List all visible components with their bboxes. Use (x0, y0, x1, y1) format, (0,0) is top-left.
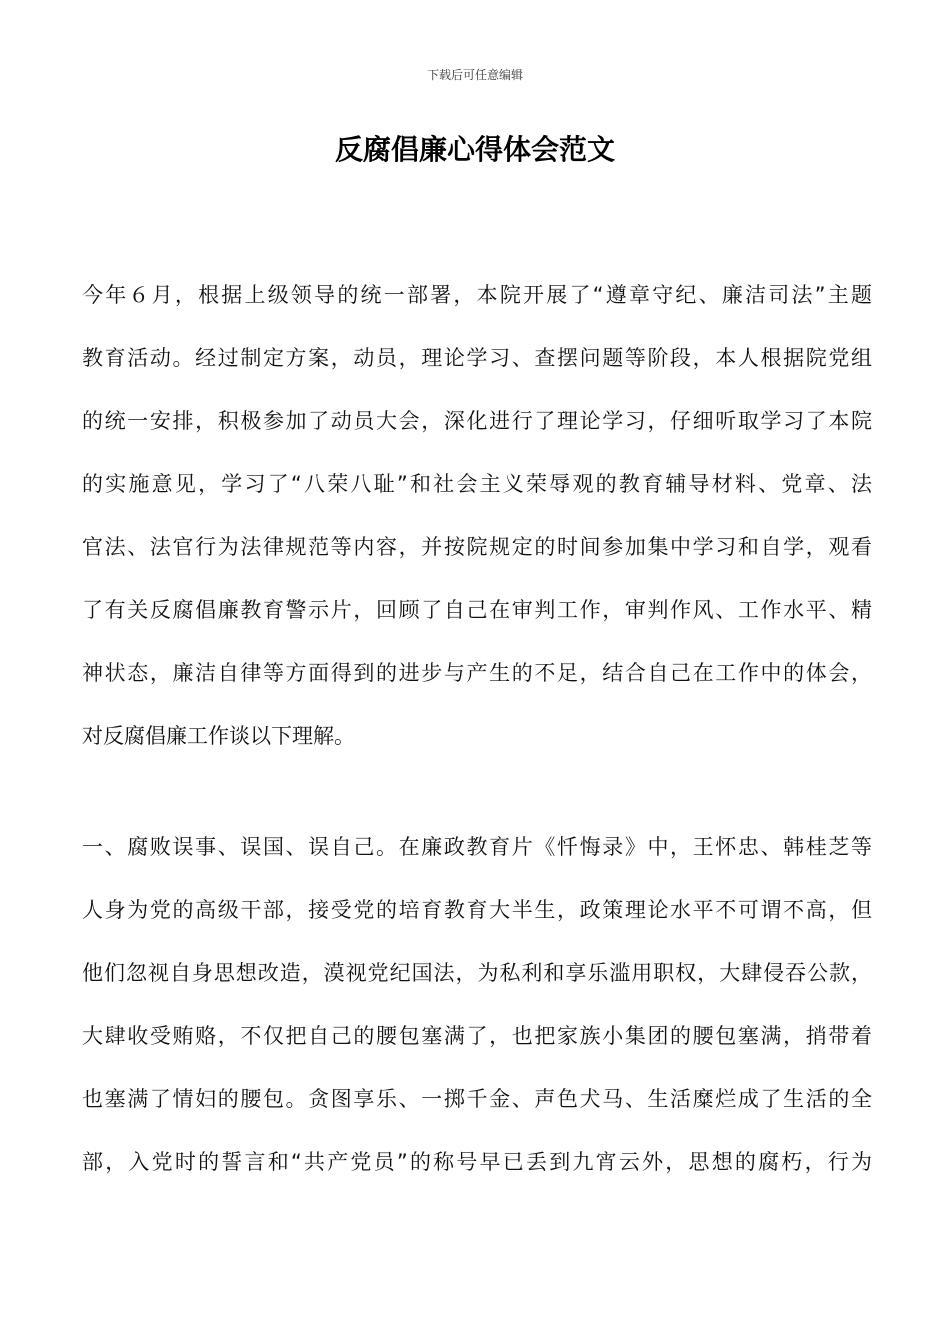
paragraph-line: 的实施意见，学习了“八荣八耻”和社会主义荣辱观的教育辅导材料、党章、法 (82, 472, 872, 496)
document-title: 反腐倡廉心得体会范文 (334, 133, 615, 166)
paragraph (82, 264, 872, 768)
paragraph-line: 神状态，廉洁自律等方面得到的进步与产生的不足，结合自己在工作中的体会， (82, 661, 872, 685)
paragraph-line: 了有关反腐倡廉教育警示片，回顾了自己在审判工作，审判作风、工作水平、精 (82, 598, 872, 622)
paragraph-line: 也塞满了情妇的腰包。贪图享乐、一掷千金、声色犬马、生活糜烂成了生活的全 (82, 1087, 872, 1111)
paragraph-line: 人身为党的高级干部，接受党的培育教育大半生，政策理论水平不可谓不高，但 (82, 898, 872, 922)
download-note: 下载后可任意编辑 (426, 68, 523, 82)
paragraph-line: 官法、法官行为法律规范等内容，并按院规定的时间参加集中学习和自学，观看 (82, 535, 872, 559)
paragraph-line: 部，入党时的誓言和“共产党员”的称号早已丢到九宵云外，思想的腐朽，行为 (82, 1150, 872, 1174)
paragraph (82, 816, 872, 1194)
paragraph-line: 一、腐败误事、误国、误自己。在廉政教育片《忏悔录》中，王怀忠、韩桂芝等 (82, 835, 872, 859)
paragraph-line: 大肆收受贿赂，不仅把自己的腰包塞满了，也把家族小集团的腰包塞满，捎带着 (82, 1024, 872, 1048)
paragraph-line: 的统一安排，积极参加了动员大会，深化进行了理论学习，仔细听取学习了本院 (82, 409, 872, 433)
paragraph-line: 教育活动。经过制定方案，动员，理论学习、查摆问题等阶段，本人根据院党组 (82, 346, 872, 370)
paragraph-line: 今年６月，根据上级领导的统一部署，本院开展了“遵章守纪、廉洁司法”主题 (82, 283, 872, 307)
paragraph-line: 他们忽视自身思想改造，漠视党纪国法，为私利和享乐滥用职权，大肆侵吞公款， (82, 961, 872, 985)
paragraph-line: 对反腐倡廉工作谈以下理解。 (82, 724, 355, 748)
